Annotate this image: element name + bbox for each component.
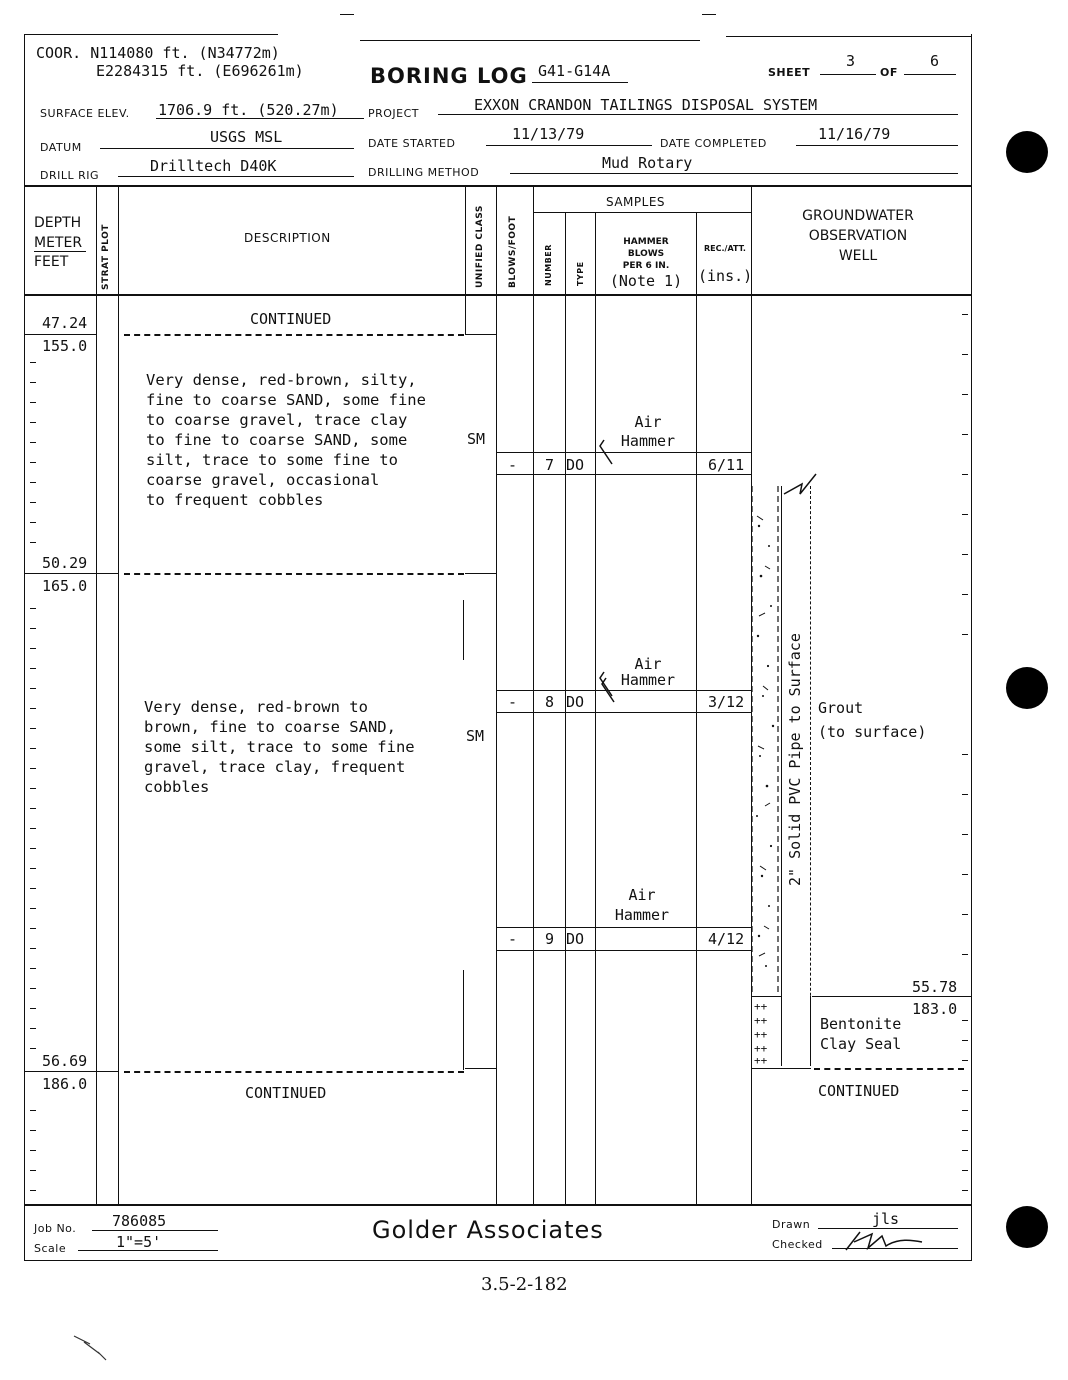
blows-foot-header: BLOWS/FOOT [508,215,518,288]
datum-value: USGS MSL [210,128,283,146]
strat-plot-header: STRAT PLOT [101,224,111,290]
surface-elev-label: SURFACE ELEV. [40,107,130,120]
hammer-header-line3: PER 6 IN. [622,261,670,271]
well-depth-divider [812,996,972,997]
sheet-label: SHEET [768,66,811,79]
samples-header-line [533,212,751,213]
depth-label: DEPTH [34,215,82,231]
sample-9-bottom [496,950,751,951]
drawn-by: jls [872,1210,900,1228]
sample-7-type: DO [566,456,585,474]
grout-label-line1: Grout [818,699,864,717]
datum-line [100,148,354,149]
grout-label-line2: (to surface) [818,723,927,741]
table-top-line [24,185,972,187]
sample-9-hammer-hammer: Hammer [614,906,670,924]
depth-3-feet: 186.0 [42,1075,88,1093]
job-no-label: Job No. [34,1222,77,1235]
job-no: 786085 [112,1212,167,1230]
coor-east: E2284315 ft. (E696261m) [96,62,304,80]
sample-8-blows: - [508,693,518,711]
class-col-seg-2 [463,600,464,660]
svg-text:++: ++ [754,1054,768,1066]
checked-signature [842,1228,932,1254]
bentonite-label [820,1014,901,1054]
project-name: EXXON CRANDON TAILINGS DISPOSAL SYSTEM [474,96,818,114]
boring-log-title: BORING LOG [370,64,528,88]
top-mark-left [340,14,354,15]
boring-id-line [532,82,628,83]
drilling-method: Mud Rotary [602,154,693,172]
continued-well: CONTINUED [818,1082,900,1100]
samples-header: SAMPLES [606,195,666,209]
sample-8-hammer-hammer: Hammer [620,671,676,689]
sample-8-hammer-air: Air [634,655,662,673]
hammer-header-line2: BLOWS [627,249,665,259]
grout-label [818,696,926,744]
sample-9-top [496,927,751,928]
seal-right-edge [810,996,811,1066]
date-completed-line [796,145,958,146]
scale-value: 1"=5' [116,1233,162,1251]
surface-elev-line [156,118,364,119]
col-hammer-right [696,212,697,1204]
class-col-top [465,334,496,335]
depth-2-divider [24,573,96,574]
drill-rig-label: DRILL RIG [40,169,100,182]
gw-header-line1: GROUNDWATER [802,208,914,224]
punch-hole-top [1006,131,1048,173]
sample-7-rec: 6/11 [708,456,745,474]
well-depth-feet: 183.0 [912,1000,958,1018]
type-header: TYPE [576,261,585,286]
drilling-method-line [510,173,958,174]
coordinates-block [36,44,304,80]
pvc-pipe-break [780,470,820,500]
depth-header [34,213,86,272]
frame-top-left [24,34,278,35]
depth-1-meters: 47.24 [42,314,88,332]
company-name: Golder Associates [372,1216,604,1244]
svg-text:++: ++ [754,1028,768,1041]
sample-8-rec: 3/12 [708,693,745,711]
hammer-pointer-arrow-8 [600,676,630,706]
groundwater-header [770,206,946,266]
svg-text:++: ++ [754,1014,768,1027]
bentonite-label-line2: Clay Seal [820,1035,902,1053]
surface-elev: 1706.9 ft. (520.27m) [158,101,339,119]
coor-label: COOR. [36,44,82,62]
depth-1-feet: 155.0 [42,337,88,355]
sample-9-blows: - [508,930,518,948]
top-mark-right [702,14,716,15]
sheet-number-line [820,74,876,75]
table-header-bottom-line [24,294,972,296]
drilling-method-label: DRILLING METHOD [368,166,480,179]
hammer-header [598,236,694,290]
bentonite-seal-pattern [752,998,780,1066]
well-depth-meters: 55.78 [912,978,958,996]
frame-top-right [726,36,972,37]
boundary-3-class [465,1068,496,1069]
boring-id: G41-G14A [538,62,611,80]
datum-label: DATUM [40,141,82,154]
punch-hole-bottom [1006,1206,1048,1248]
boundary-3 [124,1071,464,1073]
sample-7-hammer-hammer: Hammer [620,432,676,450]
sample-7-hammer-air: Air [634,413,662,431]
checked-label: Checked [772,1238,823,1251]
col-desc-right [465,186,466,294]
sample-9-type: DO [566,930,585,948]
sample-8-type: DO [566,693,585,711]
job-no-line [92,1230,218,1231]
col-blows-right [533,186,534,1204]
gw-header-line3: WELL [838,248,878,264]
scale-label: Scale [34,1242,67,1255]
frame-top-mid [360,40,700,41]
project-line [438,114,958,115]
col-strat-left [96,186,97,1204]
hammer-note: (Note 1) [609,272,683,290]
layer-1-class: SM [467,430,486,448]
date-completed: 11/16/79 [818,125,891,143]
sample-7-blows: - [508,456,518,474]
coor-north: N114080 ft. (N34772m) [90,44,280,62]
svg-text:++: ++ [754,1042,768,1055]
pvc-pipe-right [810,486,811,1066]
unified-class-header: UNIFIED CLASS [475,205,485,288]
class-col-seg-1 [465,294,466,334]
drawn-label: Drawn [772,1218,811,1231]
drill-rig-line [118,176,354,177]
depth-2-meters: 50.29 [42,554,88,572]
sheet-total: 6 [930,52,940,70]
sample-9-number: 9 [545,930,555,948]
sheet-total-line [904,74,956,75]
pvc-pipe-left [781,486,782,1066]
sample-9-hammer [594,885,690,925]
well-bottom-line [751,1068,811,1069]
depth-3-meters: 56.69 [42,1052,88,1070]
continued-bottom: CONTINUED [245,1084,327,1102]
sample-7-number: 7 [545,456,555,474]
layer-1-description: Very dense, red-brown, silty, fine to coarse SAND, some fine to coarse gravel, trace clay to fine to coarse SAND, some silt, trace to some fine to coarse gravel, occasional to frequent cobbles [146,371,426,509]
meter-label: METER [34,235,83,251]
boundary-1 [124,334,464,336]
page-number: 3.5-2-182 [481,1274,568,1295]
depth-1-divider [24,334,96,335]
drill-rig: Drilltech D40K [150,157,277,175]
pvc-pipe-label: 2" Solid PVC Pipe to Surface [786,633,804,886]
boundary-2 [124,573,464,575]
number-header: NUMBER [544,244,553,286]
description-header: DESCRIPTION [244,231,331,245]
well-grout-annulus [751,486,781,996]
sheet-number: 3 [846,52,856,70]
of-label: OF [880,66,898,79]
rec-unit-label: (ins.) [698,267,753,285]
checked-line [832,1248,958,1249]
gw-header-line2: OBSERVATION [808,228,908,244]
date-started-line [486,145,652,146]
depth-3-divider [24,1071,96,1072]
class-col-seg-3 [463,970,464,1070]
continued-top: CONTINUED [250,310,332,328]
date-started: 11/13/79 [512,125,585,143]
sample-9-rec: 4/12 [708,930,745,948]
depth-2-feet: 165.0 [42,577,88,595]
sample-8-number: 8 [545,693,555,711]
col-class-right [496,186,497,1204]
stray-mark [70,1332,120,1362]
date-completed-label: DATE COMPLETED [660,137,767,150]
bentonite-label-line1: Bentonite [820,1015,902,1033]
boundary-2-class [465,573,496,574]
col-strat-right [118,186,119,1204]
layer-2-class: SM [466,727,485,745]
layer-2-description: Very dense, red-brown to brown, fine to coarse SAND, some silt, trace to some fine gravel, trace clay, frequent cobbles [144,698,415,796]
table-bottom-line [24,1204,972,1206]
well-boundary [814,1068,964,1070]
scale-line [78,1250,218,1251]
sample-9-hammer-air: Air [628,886,656,904]
punch-hole-middle [1006,667,1048,709]
svg-text:++: ++ [754,1000,768,1013]
feet-label: FEET [34,251,86,272]
boundary-2-strat [96,573,118,574]
hammer-header-line1: HAMMER [623,237,669,247]
project-label: PROJECT [368,107,420,120]
boundary-3-strat [96,1071,118,1072]
date-started-label: DATE STARTED [368,137,456,150]
seal-top-left [751,996,781,997]
rec-header [698,244,752,285]
rec-att-label: REC./ATT. [704,244,746,253]
